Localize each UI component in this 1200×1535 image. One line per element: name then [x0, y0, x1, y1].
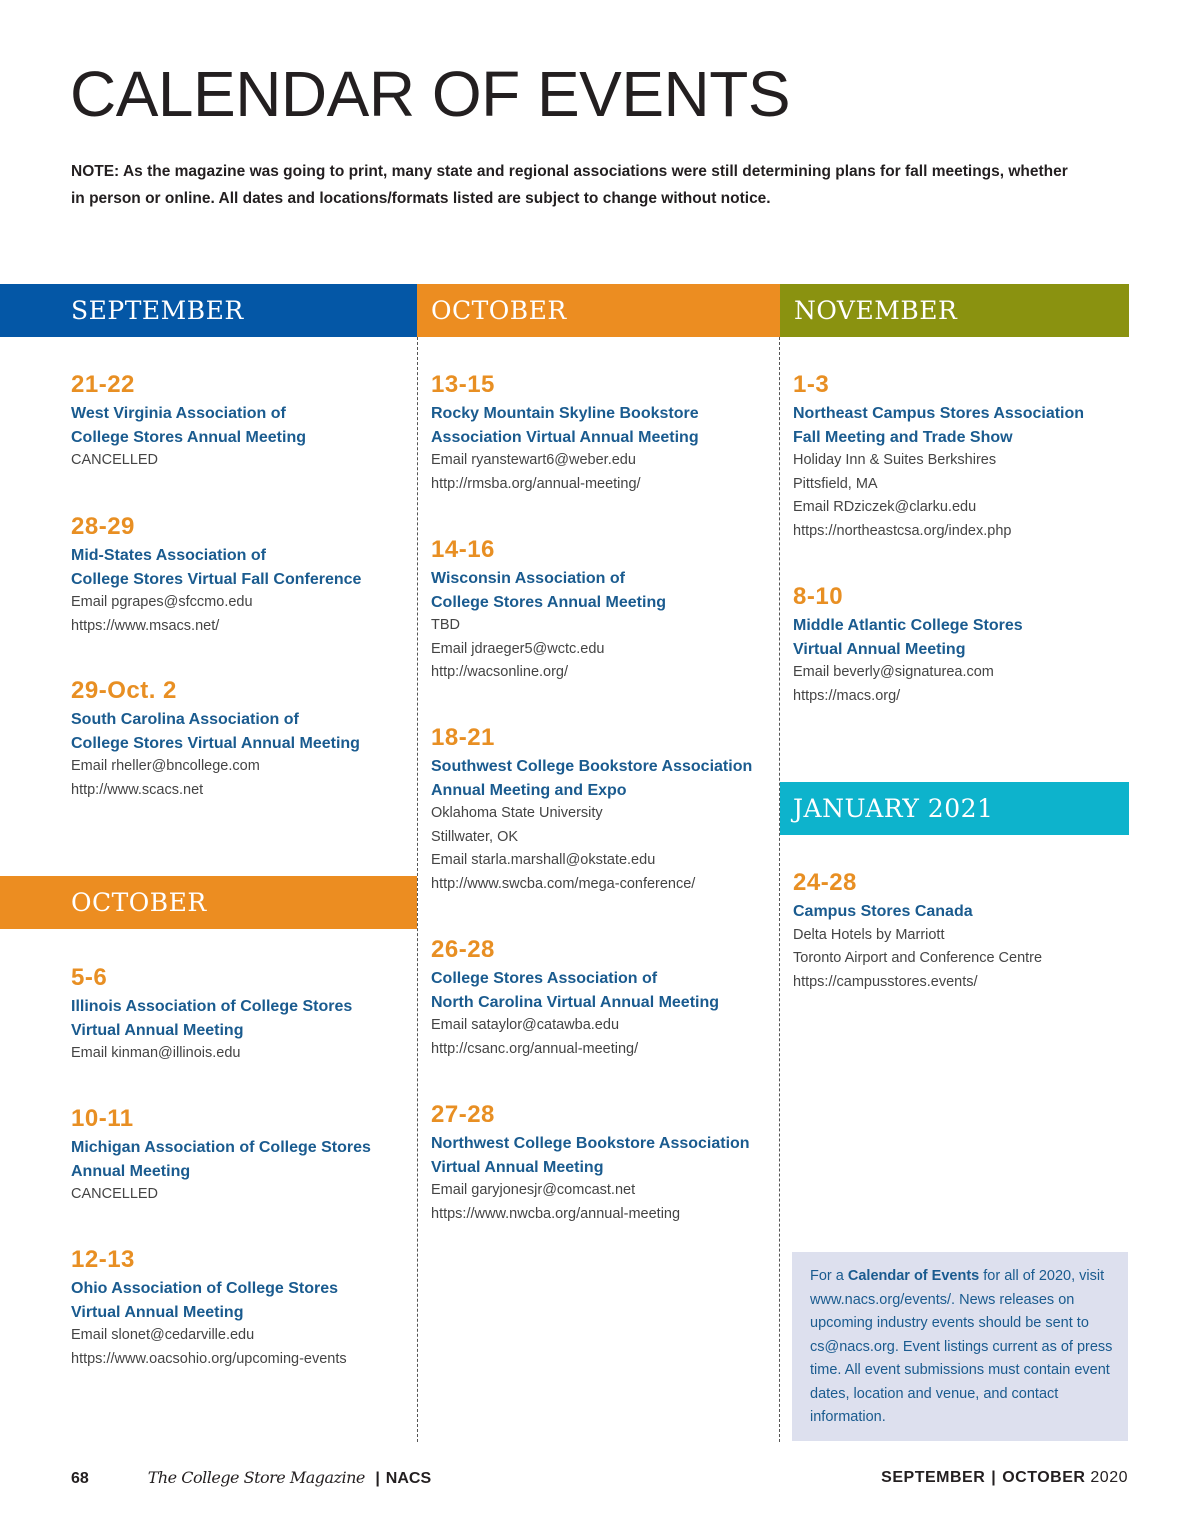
event-date: 8-10: [793, 583, 844, 610]
event-item: [793, 868, 1042, 994]
event-detail-line: https://www.oacsohio.org/upcoming-events: [71, 1350, 347, 1367]
event-name-line: Annual Meeting: [71, 1162, 191, 1180]
info-bold: Calendar of Events: [847, 1268, 980, 1284]
issue-month-2: OCTOBER: [1002, 1469, 1086, 1486]
editor-note: NOTE: As the magazine was going to print, many state and regional associations were still determining plans for fall meetings, whether in person or online. All dates and locations/formats listed are subject to change without notice.: [71, 163, 1068, 207]
event-name-line: Campus Stores Canada: [793, 903, 973, 920]
page-title: CALENDAR OF EVENTS: [70, 58, 791, 130]
event-date: 18-21: [431, 724, 495, 751]
event-item: [71, 512, 361, 638]
event-date: 27-28: [431, 1101, 495, 1128]
event-detail-line: TBD: [431, 617, 460, 633]
event-detail-line: Email jdraeger5@wctc.edu: [431, 640, 605, 657]
event-name-line: South Carolina Association of: [71, 711, 299, 728]
issue-year: 2020: [1090, 1469, 1128, 1486]
event-detail-line: https://northeastcsa.org/index.php: [793, 522, 1012, 539]
event-date: 29-Oct. 2: [71, 677, 177, 704]
event-name-line: Annual Meeting and Expo: [431, 781, 627, 799]
event-item: [71, 370, 306, 473]
info-box: [792, 1252, 1128, 1441]
band-october: OCTOBER: [417, 284, 780, 337]
event-detail-line: Delta Hotels by Marriott: [793, 926, 945, 943]
event-detail-line: https://campusstores.events/: [793, 973, 978, 990]
event-item: [71, 963, 352, 1066]
event-name-line: Rocky Mountain Skyline Bookstore: [431, 405, 699, 422]
event-date: 28-29: [71, 513, 135, 540]
event-date: 13-15: [431, 371, 495, 398]
band-october-left: OCTOBER: [0, 876, 417, 929]
event-name-line: Wisconsin Association of: [431, 570, 625, 587]
page-number: 68: [71, 1470, 89, 1487]
info-text: for all of 2020, visit www.nacs.org/events/. News releases on upcoming industry events should be sent to cs@nacs.org. Event listings current as of press time. All event submissions must contain event dates, location and venue, and contact information.: [810, 1268, 1113, 1425]
event-detail-line: http://rmsba.org/annual-meeting/: [431, 475, 641, 492]
event-detail-line: http://www.swcba.com/mega-conference/: [431, 875, 696, 892]
event-item: [71, 1104, 371, 1207]
event-item: [71, 1245, 347, 1371]
footer-separator-2: |: [991, 1469, 997, 1486]
event-date: 24-28: [793, 869, 857, 896]
footer-left: [71, 1467, 431, 1490]
event-detail-line: http://wacsonline.org/: [431, 664, 569, 680]
event-date: 26-28: [431, 936, 495, 963]
event-detail-line: Email garyjonesjr@comcast.net: [431, 1182, 636, 1198]
event-detail-line: http://csanc.org/annual-meeting/: [431, 1040, 639, 1057]
event-name-line: Ohio Association of College Stores: [71, 1280, 338, 1297]
event-detail-line: Pittsfield, MA: [793, 475, 878, 492]
band-january: JANUARY 2021: [780, 782, 1129, 835]
event-name-line: College Stores Annual Meeting: [431, 593, 666, 611]
event-detail-line: https://www.nwcba.org/annual-meeting: [431, 1205, 681, 1222]
event-name-line: Virtual Annual Meeting: [71, 1021, 244, 1039]
event-item: [793, 582, 1023, 708]
event-item: [431, 935, 719, 1061]
band-november: NOVEMBER: [780, 284, 1129, 337]
event-name-line: Virtual Annual Meeting: [431, 1158, 604, 1176]
event-name-line: West Virginia Association of: [71, 405, 286, 422]
event-item: [431, 1100, 750, 1226]
footer-right: [881, 1467, 1128, 1489]
event-detail-line: Email kinman@illinois.edu: [71, 1045, 241, 1061]
event-date: 5-6: [71, 964, 108, 991]
event-detail-line: https://macs.org/: [793, 687, 901, 704]
event-item: [431, 535, 666, 685]
event-detail-line: Stillwater, OK: [431, 828, 519, 845]
event-detail-line: Email ryanstewart6@weber.edu: [431, 452, 636, 468]
event-detail-line: Oklahoma State University: [431, 805, 603, 821]
info-prefix: For a: [810, 1268, 848, 1284]
event-detail-line: Holiday Inn & Suites Berkshires: [793, 452, 997, 468]
event-name-line: Mid-States Association of: [71, 547, 266, 564]
band-september: SEPTEMBER: [0, 284, 417, 337]
column-divider-right: [779, 337, 780, 1442]
event-name-line: College Stores Association of: [431, 970, 658, 987]
event-name-line: College Stores Virtual Fall Conference: [71, 570, 362, 588]
event-name-line: Middle Atlantic College Stores: [793, 617, 1023, 634]
event-name-line: Association Virtual Annual Meeting: [431, 428, 699, 446]
event-detail-line: CANCELLED: [71, 1186, 159, 1202]
event-name-line: College Stores Virtual Annual Meeting: [71, 734, 360, 752]
event-detail-line: Email sataylor@catawba.edu: [431, 1017, 620, 1033]
event-detail-line: http://www.scacs.net: [71, 781, 204, 798]
event-detail-line: Email beverly@signaturea.com: [793, 664, 994, 680]
event-name-line: Northwest College Bookstore Association: [431, 1135, 750, 1152]
event-name-line: College Stores Annual Meeting: [71, 428, 306, 446]
footer-separator: |: [375, 1470, 380, 1487]
event-detail-line: CANCELLED: [71, 452, 159, 468]
event-date: 12-13: [71, 1246, 135, 1273]
event-name-line: Virtual Annual Meeting: [793, 640, 966, 658]
event-detail-line: Email rheller@bncollege.com: [71, 758, 260, 774]
event-detail-line: Email starla.marshall@okstate.edu: [431, 852, 656, 868]
event-name-line: North Carolina Virtual Annual Meeting: [431, 993, 720, 1011]
event-date: 14-16: [431, 536, 495, 563]
event-date: 10-11: [71, 1105, 134, 1132]
magazine-title: The College Store Magazine: [147, 1468, 365, 1487]
event-date: 1-3: [793, 371, 830, 398]
issue-month-1: SEPTEMBER: [881, 1469, 986, 1486]
event-name-line: Southwest College Bookstore Association: [431, 758, 753, 775]
event-name-line: Fall Meeting and Trade Show: [793, 428, 1013, 446]
event-name-line: Michigan Association of College Stores: [71, 1139, 371, 1156]
event-detail-line: https://www.msacs.net/: [71, 617, 220, 634]
event-detail-line: Toronto Airport and Conference Centre: [793, 950, 1043, 966]
event-item: [431, 370, 699, 496]
column-divider-left: [417, 337, 418, 1442]
event-detail-line: Email RDziczek@clarku.edu: [793, 499, 977, 515]
event-item: [431, 723, 752, 896]
event-item: [71, 676, 360, 802]
event-detail-line: Email pgrapes@sfccmo.edu: [71, 594, 253, 610]
event-name-line: Northeast Campus Stores Association: [793, 405, 1085, 422]
event-detail-line: Email slonet@cedarville.edu: [71, 1327, 255, 1343]
event-date: 21-22: [71, 371, 135, 398]
footer-org: NACS: [385, 1470, 432, 1487]
event-name-line: Illinois Association of College Stores: [71, 998, 353, 1015]
event-name-line: Virtual Annual Meeting: [71, 1303, 244, 1321]
event-item: [793, 370, 1084, 543]
